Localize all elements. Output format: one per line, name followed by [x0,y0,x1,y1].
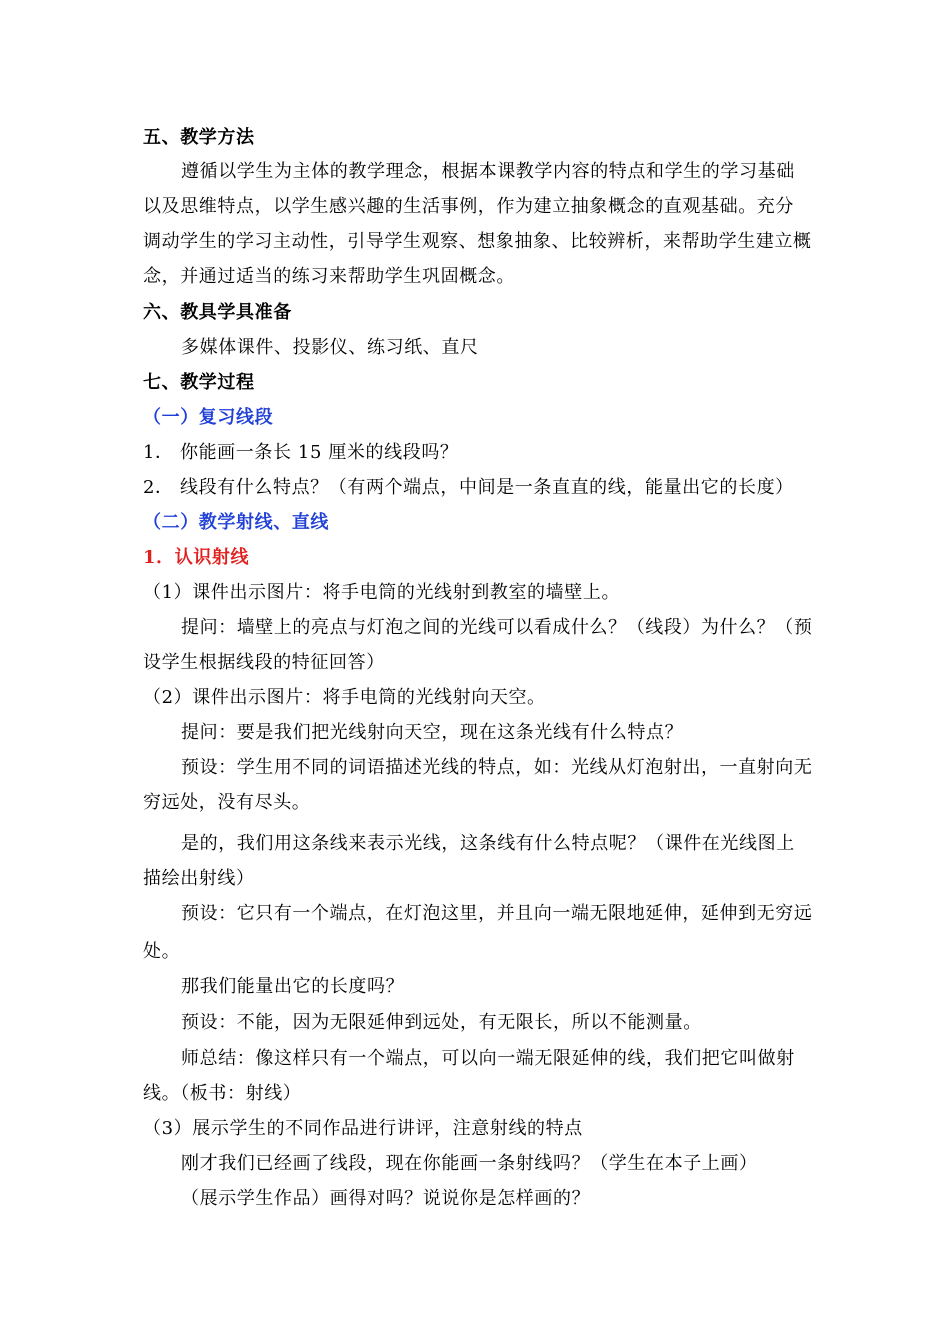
paragraph-line: 以及思维特点，以学生感兴趣的生活事例，作为建立抽象概念的直观基础。充分 [143,196,794,217]
paragraph-line: 线。（板书：射线） [143,1083,302,1104]
paragraph-line: （2）课件出示图片：将手电筒的光线射向天空。 [143,687,546,708]
section-heading-materials: 六、教具学具准备 [143,302,292,323]
paragraph-line: 预设：它只有一个端点，在灯泡这里，并且向一端无限地延伸，延伸到无穷远 [181,903,813,924]
paragraph-line: 念，并通过适当的练习来帮助学生巩固概念。 [143,266,515,287]
paragraph-line: 预设：不能，因为无限延伸到远处，有无限长，所以不能测量。 [181,1012,702,1033]
paragraph-line: 刚才我们已经画了线段，现在你能画一条射线吗？（学生在本子上画） [181,1153,758,1174]
paragraph-line: （展示学生作品）画得对吗？说说你是怎样画的？ [181,1188,591,1209]
paragraph-line: 那我们能量出它的长度吗？ [181,976,405,997]
paragraph-line: 设学生根据线段的特征回答） [143,652,385,673]
paragraph-line: 调动学生的学习主动性，引导学生观察、想象抽象、比较辨析，来帮助学生建立概 [143,231,812,252]
paragraph-line: 处。 [143,941,181,962]
paragraph-line: 遵循以学生为主体的教学理念，根据本课教学内容的特点和学生的学习基础 [181,161,795,182]
topic-heading-ray: 1．认识射线 [143,547,250,568]
subsection-heading-review: （一）复习线段 [143,407,274,428]
paragraph-line: 是的，我们用这条线来表示光线，这条线有什么特点呢？（课件在光线图上 [181,833,795,854]
paragraph-line: 师总结：像这样只有一个端点，可以向一端无限延伸的线，我们把它叫做射 [181,1048,795,1069]
paragraph-line: 穷远处，没有尽头。 [143,792,311,813]
section-heading-teaching-method: 五、教学方法 [143,127,255,148]
paragraph-line: （3）展示学生的不同作品进行讲评，注意射线的特点 [143,1118,583,1139]
subsection-heading-rays-lines: （二）教学射线、直线 [143,512,329,533]
paragraph-line: （1）课件出示图片：将手电筒的光线射到教室的墙壁上。 [143,582,621,603]
paragraph-line: 提问：墙壁上的亮点与灯泡之间的光线可以看成什么？（线段）为什么？（预 [181,617,813,638]
numbered-item: 2． 线段有什么特点？（有两个端点，中间是一条直直的线，能量出它的长度） [143,477,794,498]
paragraph-line: 提问：要是我们把光线射向天空，现在这条光线有什么特点？ [181,722,684,743]
paragraph-line: 预设：学生用不同的词语描述光线的特点，如：光线从灯泡射出，一直射向无 [181,757,813,778]
paragraph-line: 描绘出射线） [143,868,255,889]
paragraph-line: 多媒体课件、投影仪、练习纸、直尺 [181,337,479,358]
numbered-item: 1． 你能画一条长 15 厘米的线段吗？ [143,442,459,463]
section-heading-process: 七、教学过程 [143,372,255,393]
